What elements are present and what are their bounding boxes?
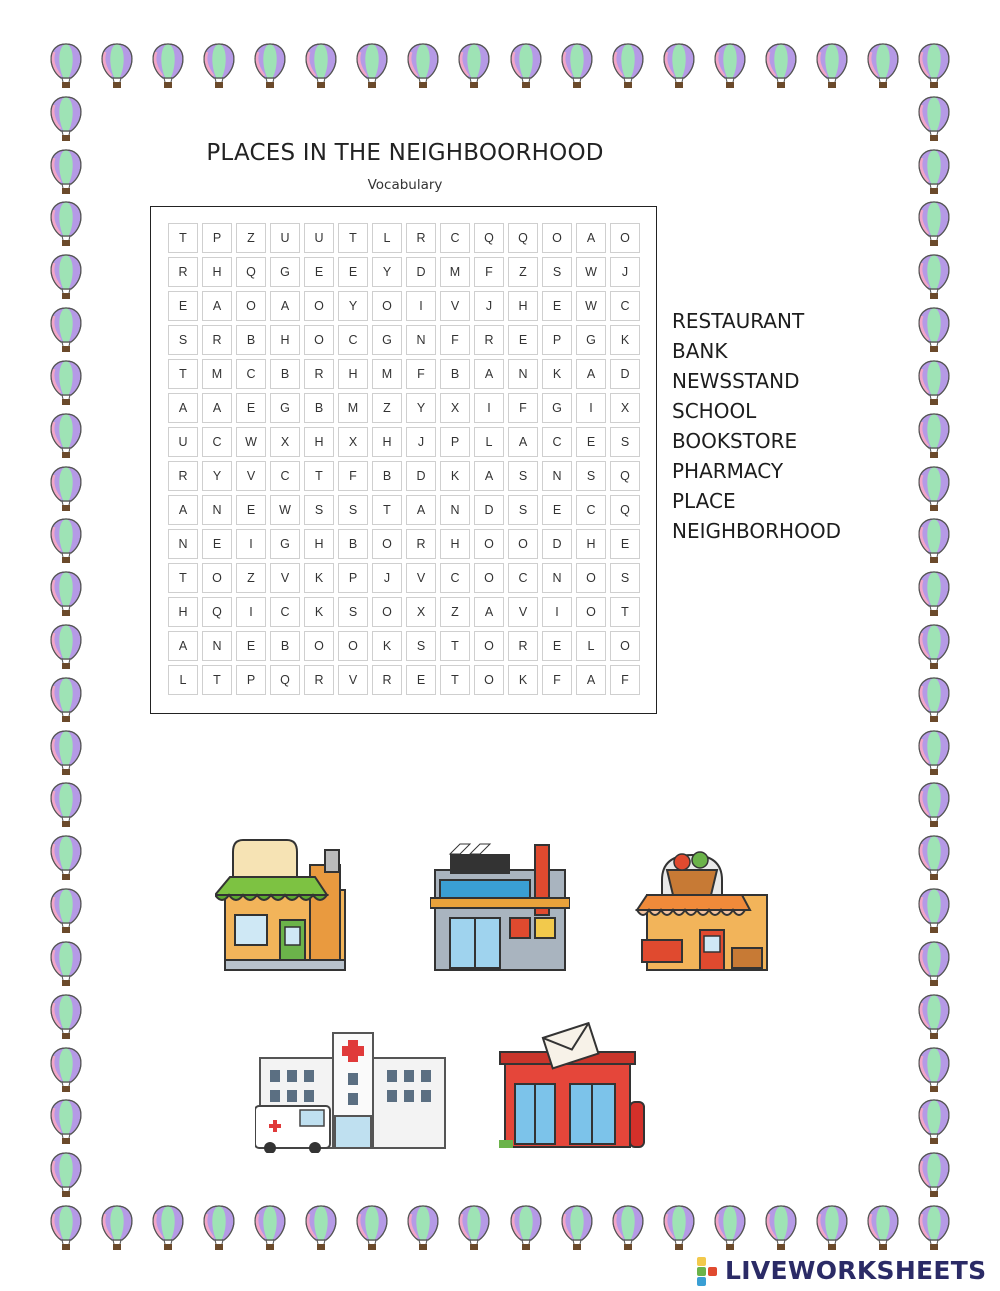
balloon-icon: [511, 44, 541, 88]
grid-cell[interactable]: A: [406, 495, 436, 525]
balloon-icon: [459, 44, 489, 88]
balloon-icon: [562, 44, 592, 88]
grid-cell[interactable]: I: [236, 529, 266, 559]
balloon-icon: [51, 1048, 81, 1092]
grid-cell[interactable]: G: [576, 325, 606, 355]
grid-cell[interactable]: P: [236, 665, 266, 695]
grid-cell[interactable]: H: [304, 529, 334, 559]
grid-cell[interactable]: C: [440, 563, 470, 593]
balloon-icon: [102, 44, 132, 88]
grid-cell[interactable]: E: [508, 325, 538, 355]
grid-cell[interactable]: N: [542, 461, 572, 491]
grid-cell[interactable]: I: [474, 393, 504, 423]
grid-cell[interactable]: B: [372, 461, 402, 491]
grid-cell[interactable]: R: [304, 665, 334, 695]
balloon-icon: [459, 1206, 489, 1250]
balloon-icon: [408, 1206, 438, 1250]
grid-cell[interactable]: D: [610, 359, 640, 389]
grid-cell[interactable]: I: [236, 597, 266, 627]
grid-cell[interactable]: Q: [610, 495, 640, 525]
grid-cell[interactable]: C: [270, 597, 300, 627]
grid-cell[interactable]: V: [338, 665, 368, 695]
balloon-icon: [102, 1206, 132, 1250]
grid-cell[interactable]: C: [542, 427, 572, 457]
balloon-icon: [919, 1206, 949, 1250]
grid-cell[interactable]: K: [304, 597, 334, 627]
grid-cell[interactable]: B: [440, 359, 470, 389]
grid-cell[interactable]: O: [610, 223, 640, 253]
word-list-item: NEIGHBORHOOD: [672, 519, 841, 543]
balloon-icon: [919, 1100, 949, 1144]
grid-cell[interactable]: Z: [236, 223, 266, 253]
word-list-item: BOOKSTORE: [672, 429, 798, 453]
balloon-icon: [255, 1206, 285, 1250]
balloon-icon: [51, 361, 81, 405]
grid-cell[interactable]: G: [372, 325, 402, 355]
grid-cell[interactable]: A: [576, 665, 606, 695]
grid-cell[interactable]: K: [508, 665, 538, 695]
balloon-icon: [51, 836, 81, 880]
grid-cell[interactable]: S: [508, 461, 538, 491]
grid-cell[interactable]: O: [474, 631, 504, 661]
grid-cell[interactable]: H: [168, 597, 198, 627]
hospital-building-icon: [255, 1028, 450, 1153]
grid-cell[interactable]: H: [576, 529, 606, 559]
grid-cell[interactable]: E: [304, 257, 334, 287]
grid-cell[interactable]: R: [406, 223, 436, 253]
balloon-icon: [51, 731, 81, 775]
grid-cell[interactable]: Q: [270, 665, 300, 695]
grid-cell[interactable]: A: [202, 393, 232, 423]
balloon-icon: [664, 44, 694, 88]
grid-cell[interactable]: O: [576, 597, 606, 627]
bakery-building-icon: [215, 835, 355, 975]
grid-cell[interactable]: W: [270, 495, 300, 525]
grid-cell[interactable]: R: [202, 325, 232, 355]
balloon-icon: [919, 836, 949, 880]
balloon-icon: [357, 1206, 387, 1250]
grid-cell[interactable]: J: [406, 427, 436, 457]
balloon-icon: [306, 1206, 336, 1250]
grid-cell[interactable]: T: [168, 223, 198, 253]
grid-cell[interactable]: A: [474, 461, 504, 491]
grid-cell[interactable]: T: [168, 563, 198, 593]
page-title: PLACES IN THE NEIGHBOORHOOD: [206, 140, 604, 166]
balloon-icon: [255, 44, 285, 88]
grid-cell[interactable]: U: [168, 427, 198, 457]
grid-cell[interactable]: N: [168, 529, 198, 559]
grid-cell[interactable]: Y: [338, 291, 368, 321]
balloon-icon: [766, 1206, 796, 1250]
grid-cell[interactable]: Y: [406, 393, 436, 423]
grid-cell[interactable]: E: [202, 529, 232, 559]
balloon-icon: [919, 97, 949, 141]
grid-cell[interactable]: N: [202, 495, 232, 525]
grid-cell[interactable]: R: [168, 257, 198, 287]
grid-cell[interactable]: V: [270, 563, 300, 593]
grid-cell[interactable]: K: [372, 631, 402, 661]
cinema-building-icon: [430, 840, 570, 975]
grid-cell[interactable]: E: [236, 631, 266, 661]
balloon-icon: [919, 308, 949, 352]
balloon-icon: [51, 150, 81, 194]
grid-cell[interactable]: D: [406, 257, 436, 287]
grid-cell[interactable]: S: [304, 495, 334, 525]
grid-cell[interactable]: R: [508, 631, 538, 661]
grid-cell[interactable]: Z: [440, 597, 470, 627]
grid-cell[interactable]: T: [338, 223, 368, 253]
grid-cell[interactable]: T: [168, 359, 198, 389]
grid-cell[interactable]: O: [372, 291, 402, 321]
grid-cell[interactable]: H: [270, 325, 300, 355]
balloon-icon: [51, 202, 81, 246]
grid-cell[interactable]: P: [542, 325, 572, 355]
word-list-item: PHARMACY: [672, 459, 784, 483]
grid-cell[interactable]: O: [338, 631, 368, 661]
grid-cell[interactable]: R: [474, 325, 504, 355]
grid-cell[interactable]: O: [576, 563, 606, 593]
grid-cell[interactable]: W: [576, 291, 606, 321]
grid-cell[interactable]: Q: [474, 223, 504, 253]
grid-cell[interactable]: O: [610, 631, 640, 661]
grid-cell[interactable]: T: [440, 665, 470, 695]
grid-cell[interactable]: S: [610, 427, 640, 457]
grid-cell[interactable]: S: [406, 631, 436, 661]
grid-cell[interactable]: E: [236, 495, 266, 525]
word-list-item: SCHOOL: [672, 399, 757, 423]
grid-cell[interactable]: F: [610, 665, 640, 695]
grid-cell[interactable]: J: [474, 291, 504, 321]
grid-cell[interactable]: I: [542, 597, 572, 627]
balloon-icon: [919, 414, 949, 458]
grid-cell[interactable]: Q: [202, 597, 232, 627]
grid-cell[interactable]: D: [406, 461, 436, 491]
balloon-icon: [204, 1206, 234, 1250]
balloon-icon: [511, 1206, 541, 1250]
grid-cell[interactable]: E: [236, 393, 266, 423]
balloon-icon: [51, 942, 81, 986]
grid-cell[interactable]: J: [610, 257, 640, 287]
grid-cell[interactable]: C: [440, 223, 470, 253]
grid-cell[interactable]: V: [236, 461, 266, 491]
grid-cell[interactable]: X: [440, 393, 470, 423]
balloon-icon: [919, 572, 949, 616]
balloon-icon: [919, 995, 949, 1039]
grid-cell[interactable]: F: [406, 359, 436, 389]
grid-cell[interactable]: G: [270, 393, 300, 423]
grid-cell[interactable]: A: [576, 223, 606, 253]
grid-cell[interactable]: J: [372, 563, 402, 593]
balloon-icon: [919, 678, 949, 722]
grid-cell[interactable]: O: [372, 597, 402, 627]
balloon-icon: [919, 731, 949, 775]
grid-cell[interactable]: I: [406, 291, 436, 321]
balloon-icon: [51, 783, 81, 827]
grid-cell[interactable]: N: [440, 495, 470, 525]
grid-cell[interactable]: X: [406, 597, 436, 627]
balloon-icon: [51, 467, 81, 511]
grid-cell[interactable]: I: [576, 393, 606, 423]
grid-cell[interactable]: T: [372, 495, 402, 525]
balloon-icon: [715, 44, 745, 88]
grid-cell[interactable]: E: [542, 291, 572, 321]
balloon-icon: [715, 1206, 745, 1250]
balloon-icon: [919, 361, 949, 405]
grid-cell[interactable]: C: [270, 461, 300, 491]
grid-cell[interactable]: L: [168, 665, 198, 695]
balloon-icon: [51, 572, 81, 616]
grid-cell[interactable]: C: [202, 427, 232, 457]
balloon-icon: [51, 1153, 81, 1197]
grid-cell[interactable]: E: [542, 631, 572, 661]
grid-cell[interactable]: E: [338, 257, 368, 287]
grid-cell[interactable]: A: [474, 597, 504, 627]
balloon-icon: [306, 44, 336, 88]
grid-cell[interactable]: A: [168, 631, 198, 661]
grid-cell[interactable]: O: [508, 529, 538, 559]
grid-cell[interactable]: E: [168, 291, 198, 321]
grid-cell[interactable]: Q: [236, 257, 266, 287]
grid-cell[interactable]: A: [202, 291, 232, 321]
grid-cell[interactable]: B: [304, 393, 334, 423]
grid-cell[interactable]: G: [270, 529, 300, 559]
grid-cell[interactable]: M: [440, 257, 470, 287]
balloon-icon: [408, 44, 438, 88]
grid-cell[interactable]: N: [406, 325, 436, 355]
grid-cell[interactable]: W: [576, 257, 606, 287]
balloon-icon: [664, 1206, 694, 1250]
grid-cell[interactable]: C: [236, 359, 266, 389]
word-list-item: RESTAURANT: [672, 309, 805, 333]
grid-cell[interactable]: O: [304, 631, 334, 661]
grid-cell[interactable]: K: [610, 325, 640, 355]
grid-cell[interactable]: R: [168, 461, 198, 491]
balloon-icon: [562, 1206, 592, 1250]
grid-cell[interactable]: N: [542, 563, 572, 593]
grid-cell[interactable]: L: [576, 631, 606, 661]
balloon-icon: [51, 1100, 81, 1144]
balloon-icon: [919, 467, 949, 511]
grid-cell[interactable]: T: [440, 631, 470, 661]
grid-cell[interactable]: Z: [372, 393, 402, 423]
grid-cell[interactable]: H: [508, 291, 538, 321]
word-list: [672, 306, 841, 546]
grid-cell[interactable]: N: [202, 631, 232, 661]
market-building-icon: [632, 840, 772, 975]
grid-cell[interactable]: F: [508, 393, 538, 423]
word-list-item: NEWSSTAND: [672, 369, 800, 393]
grid-cell[interactable]: Q: [610, 461, 640, 491]
grid-cell[interactable]: V: [440, 291, 470, 321]
logo-mark-icon: [697, 1257, 721, 1285]
grid-cell[interactable]: O: [474, 563, 504, 593]
grid-cell[interactable]: A: [474, 359, 504, 389]
grid-cell[interactable]: G: [542, 393, 572, 423]
grid-cell[interactable]: C: [576, 495, 606, 525]
grid-cell[interactable]: O: [474, 665, 504, 695]
logo-text: LIVEWORKSHEETS: [725, 1256, 987, 1285]
grid-cell[interactable]: A: [576, 359, 606, 389]
balloon-icon: [919, 150, 949, 194]
grid-cell[interactable]: N: [508, 359, 538, 389]
grid-cell[interactable]: R: [406, 529, 436, 559]
grid-cell[interactable]: H: [372, 427, 402, 457]
grid-cell[interactable]: B: [236, 325, 266, 355]
grid-cell[interactable]: O: [474, 529, 504, 559]
balloon-icon: [51, 625, 81, 669]
grid-cell[interactable]: B: [270, 631, 300, 661]
grid-cell[interactable]: T: [610, 597, 640, 627]
grid-cell[interactable]: K: [542, 359, 572, 389]
grid-cell[interactable]: R: [372, 665, 402, 695]
grid-cell[interactable]: S: [508, 495, 538, 525]
grid-cell[interactable]: L: [474, 427, 504, 457]
grid-cell[interactable]: E: [542, 495, 572, 525]
post-office-building-icon: [495, 1022, 650, 1152]
grid-cell[interactable]: S: [542, 257, 572, 287]
grid-cell[interactable]: U: [270, 223, 300, 253]
grid-cell[interactable]: S: [576, 461, 606, 491]
grid-cell[interactable]: U: [304, 223, 334, 253]
grid-cell[interactable]: S: [338, 597, 368, 627]
grid-cell[interactable]: K: [304, 563, 334, 593]
balloon-icon: [51, 44, 81, 88]
balloon-icon: [766, 44, 796, 88]
balloon-icon: [868, 44, 898, 88]
grid-cell[interactable]: X: [338, 427, 368, 457]
grid-cell[interactable]: P: [338, 563, 368, 593]
balloon-icon: [51, 889, 81, 933]
grid-cell[interactable]: T: [202, 665, 232, 695]
grid-cell[interactable]: G: [270, 257, 300, 287]
grid-cell[interactable]: C: [508, 563, 538, 593]
grid-cell[interactable]: T: [304, 461, 334, 491]
word-list-item: PLACE: [672, 489, 736, 513]
balloon-icon: [51, 995, 81, 1039]
balloon-icon: [919, 889, 949, 933]
grid-cell[interactable]: H: [440, 529, 470, 559]
balloon-icon: [919, 1153, 949, 1197]
grid-cell[interactable]: O: [304, 325, 334, 355]
grid-cell[interactable]: X: [610, 393, 640, 423]
grid-cell[interactable]: A: [168, 393, 198, 423]
balloon-icon: [51, 308, 81, 352]
grid-cell[interactable]: Y: [372, 257, 402, 287]
grid-cell[interactable]: D: [474, 495, 504, 525]
grid-cell[interactable]: C: [338, 325, 368, 355]
grid-cell[interactable]: V: [508, 597, 538, 627]
balloon-icon: [153, 44, 183, 88]
grid-cell[interactable]: L: [372, 223, 402, 253]
balloon-icon: [919, 1048, 949, 1092]
grid-cell[interactable]: E: [576, 427, 606, 457]
grid-cell[interactable]: O: [236, 291, 266, 321]
grid-cell[interactable]: O: [542, 223, 572, 253]
balloon-icon: [817, 1206, 847, 1250]
balloon-icon: [613, 1206, 643, 1250]
balloon-icon: [613, 44, 643, 88]
grid-cell[interactable]: H: [202, 257, 232, 287]
balloon-icon: [51, 1206, 81, 1250]
grid-cell[interactable]: S: [168, 325, 198, 355]
grid-cell[interactable]: F: [440, 325, 470, 355]
balloon-icon: [919, 519, 949, 563]
balloon-icon: [919, 202, 949, 246]
grid-cell[interactable]: P: [202, 223, 232, 253]
grid-cell[interactable]: X: [270, 427, 300, 457]
grid-cell[interactable]: Z: [236, 563, 266, 593]
grid-cell[interactable]: C: [610, 291, 640, 321]
balloon-icon: [153, 1206, 183, 1250]
grid-cell[interactable]: S: [338, 495, 368, 525]
grid-cell[interactable]: H: [338, 359, 368, 389]
grid-cell[interactable]: E: [406, 665, 436, 695]
grid-cell[interactable]: M: [372, 359, 402, 389]
balloon-icon: [51, 414, 81, 458]
grid-cell[interactable]: F: [338, 461, 368, 491]
grid-cell[interactable]: O: [304, 291, 334, 321]
balloon-icon: [51, 97, 81, 141]
grid-cell[interactable]: P: [440, 427, 470, 457]
balloon-icon: [919, 783, 949, 827]
grid-cell[interactable]: H: [304, 427, 334, 457]
grid-cell[interactable]: A: [270, 291, 300, 321]
liveworksheets-logo: [697, 1256, 986, 1285]
grid-cell[interactable]: O: [202, 563, 232, 593]
grid-cell[interactable]: Y: [202, 461, 232, 491]
grid-cell[interactable]: V: [406, 563, 436, 593]
grid-cell[interactable]: M: [338, 393, 368, 423]
grid-cell[interactable]: R: [304, 359, 334, 389]
balloon-icon: [817, 44, 847, 88]
balloon-icon: [919, 625, 949, 669]
balloon-icon: [51, 678, 81, 722]
page-subtitle: Vocabulary: [367, 177, 443, 193]
grid-cell[interactable]: O: [372, 529, 402, 559]
grid-cell[interactable]: W: [236, 427, 266, 457]
grid-cell[interactable]: B: [270, 359, 300, 389]
grid-cell[interactable]: A: [508, 427, 538, 457]
grid-cell[interactable]: Z: [508, 257, 538, 287]
balloon-icon: [357, 44, 387, 88]
balloon-icon: [868, 1206, 898, 1250]
balloon-icon: [204, 44, 234, 88]
grid-cell[interactable]: M: [202, 359, 232, 389]
grid-cell[interactable]: S: [610, 563, 640, 593]
balloon-icon: [919, 44, 949, 88]
grid-cell[interactable]: D: [542, 529, 572, 559]
word-search-grid: [168, 223, 640, 695]
grid-cell[interactable]: A: [168, 495, 198, 525]
grid-cell[interactable]: Q: [508, 223, 538, 253]
grid-cell[interactable]: B: [338, 529, 368, 559]
grid-cell[interactable]: F: [542, 665, 572, 695]
word-list-item: BANK: [672, 339, 728, 363]
grid-cell[interactable]: E: [610, 529, 640, 559]
balloon-icon: [51, 519, 81, 563]
balloon-icon: [919, 255, 949, 299]
grid-cell[interactable]: K: [440, 461, 470, 491]
grid-cell[interactable]: F: [474, 257, 504, 287]
balloon-icon: [919, 942, 949, 986]
balloon-icon: [51, 255, 81, 299]
